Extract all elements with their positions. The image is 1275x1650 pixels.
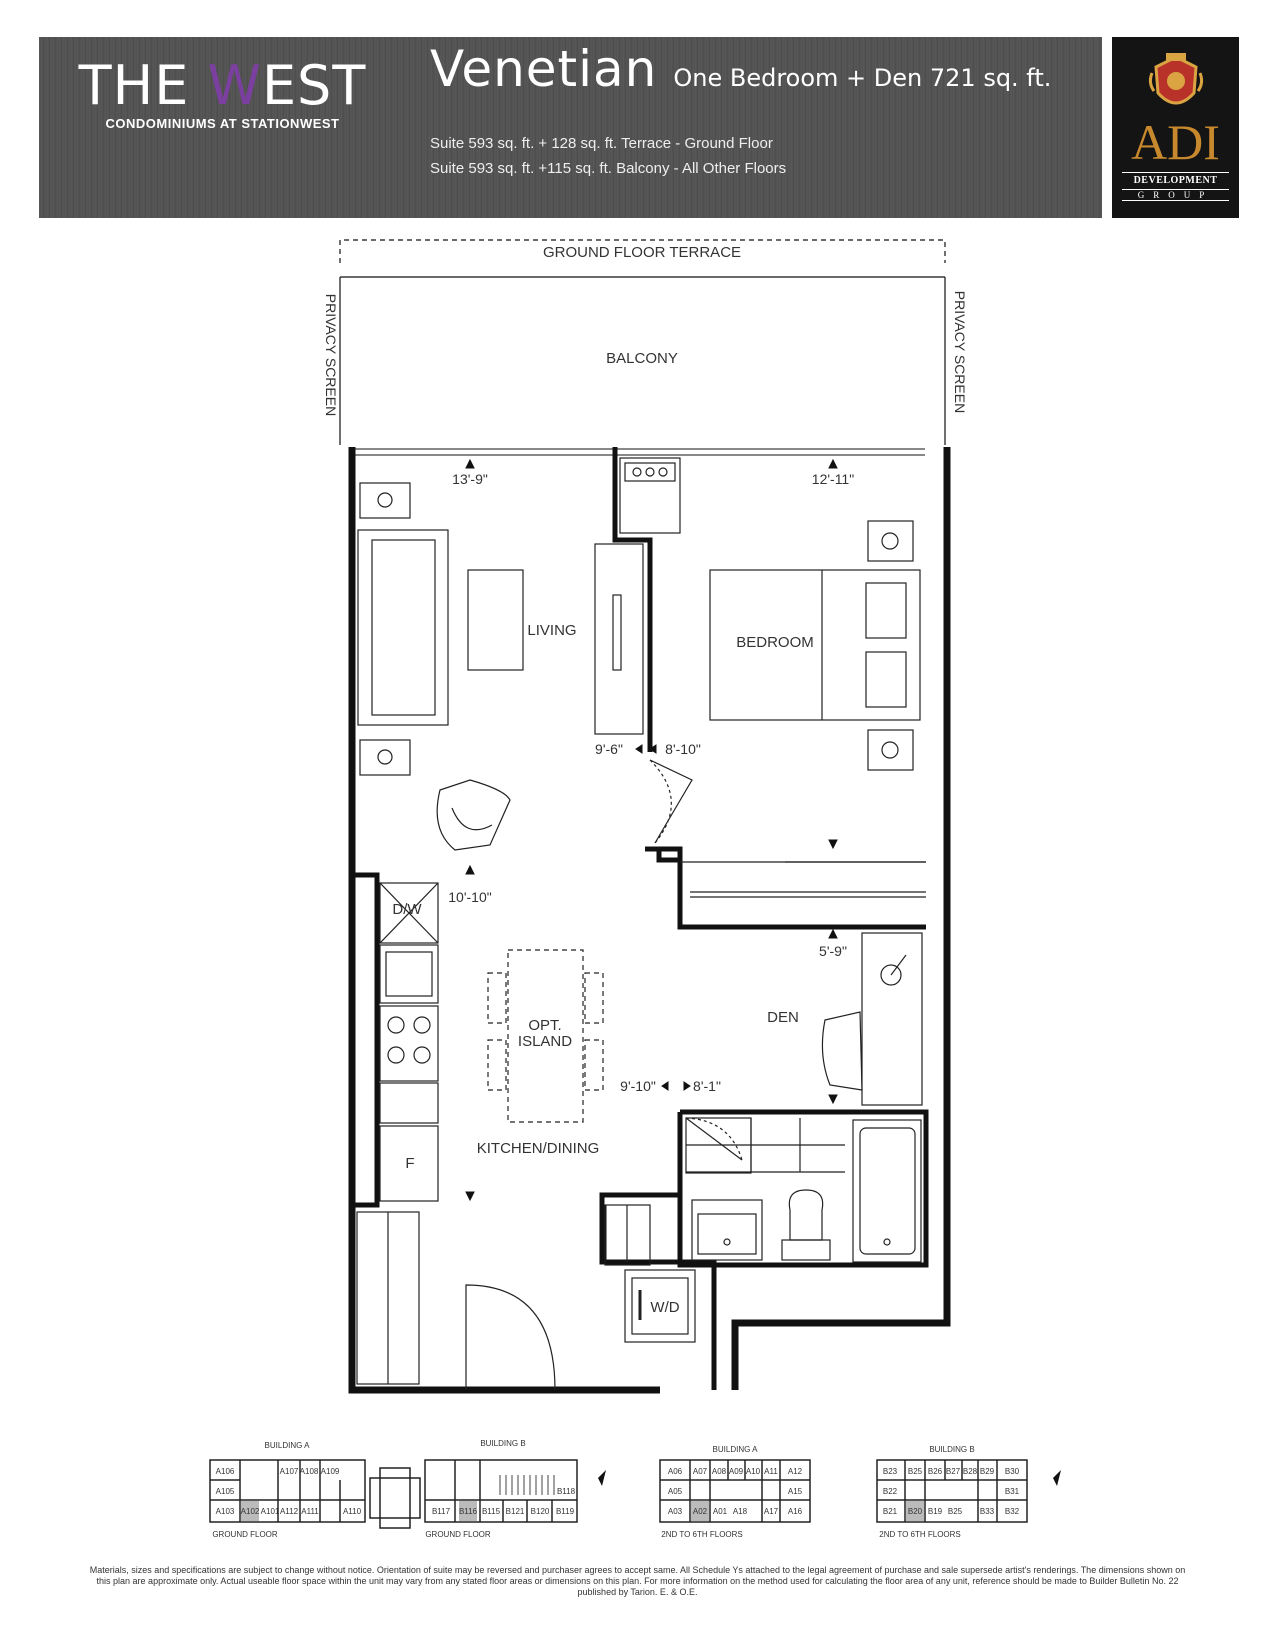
keyplan-3-unit: A16: [787, 1507, 803, 1516]
keyplan-3-building: BUILDING A: [712, 1445, 758, 1454]
kitchen-dining-label: KITCHEN/DINING: [476, 1140, 600, 1157]
keyplan-4-unit: B28: [962, 1467, 978, 1476]
suite-line-other: Suite 593 sq. ft. +115 sq. ft. Balcony - All Other Floors: [430, 160, 787, 177]
den-label: DEN: [767, 1009, 799, 1026]
keyplan-building-b-upper: [877, 1445, 1027, 1539]
keyplan-3-unit: A12: [787, 1467, 803, 1476]
keyplan-3-unit: A07: [692, 1467, 708, 1476]
dim-kitchen-width: 9'-10": [620, 1078, 656, 1094]
keyplan-3-unit: A03: [667, 1507, 683, 1516]
north-arrow-icon: [1053, 1470, 1061, 1486]
suite-line-ground: Suite 593 sq. ft. + 128 sq. ft. Terrace - Ground Floor: [430, 135, 773, 152]
bathtub: [853, 1120, 921, 1262]
developer-logo-name: ADI: [1131, 114, 1220, 170]
keyplan-3-unit: A10: [745, 1467, 761, 1476]
brand-subtitle: CONDOMINIUMS AT STATIONWEST: [105, 116, 340, 131]
keyplan-1-unit: A110: [342, 1507, 362, 1516]
north-arrow-icon: [598, 1470, 606, 1486]
washer-dryer-label: W/D: [650, 1299, 680, 1316]
developer-logo-line2: GROUP: [1122, 189, 1229, 201]
keyplan-3-unit: A18: [732, 1507, 748, 1516]
entry-door: [466, 1285, 555, 1390]
keyplan-4-unit: B27: [945, 1467, 961, 1476]
keyplan-1-unit: A108: [299, 1467, 319, 1476]
keyplan-2-unit: B118: [556, 1487, 576, 1496]
coffee-table: [468, 570, 523, 670]
keyplan-2-floor: GROUND FLOOR: [425, 1530, 491, 1539]
keyplan-2-building: BUILDING B: [480, 1439, 526, 1448]
keyplan-1-unit: A102: [240, 1507, 260, 1516]
developer-logo-line1: DEVELOPMENT: [1122, 172, 1229, 186]
keyplan-1-floor: GROUND FLOOR: [212, 1530, 278, 1539]
keyplan-1-unit: A112: [279, 1507, 299, 1516]
end-table-top: [360, 483, 410, 518]
keyplan-3-unit: A02: [692, 1507, 708, 1516]
dim-living-width: 13'-9": [452, 471, 488, 487]
keyplan-4-unit: B25: [947, 1507, 963, 1516]
dishwasher-label: D/W: [392, 901, 422, 918]
media-unit: [595, 544, 643, 734]
keyplan-1-unit: A103: [215, 1507, 235, 1516]
dim-den-width: 5'-9": [819, 943, 847, 959]
sink: [380, 945, 438, 1003]
dim-kitchen-depth: 10'-10": [448, 889, 492, 905]
keyplan-4-unit: B23: [882, 1467, 898, 1476]
keyplan-3-unit: A01: [712, 1507, 728, 1516]
keyplan-4-unit: B33: [979, 1507, 995, 1516]
keyplan-4-floor: 2ND TO 6TH FLOORS: [879, 1530, 961, 1539]
plan-name: Venetian: [430, 40, 658, 98]
keyplan-4-unit: B30: [1004, 1467, 1020, 1476]
keyplan-1-unit: A109: [320, 1467, 340, 1476]
desk-chair: [822, 1012, 862, 1090]
keyplan-3-unit: A15: [787, 1487, 803, 1496]
keyplan-1-building: BUILDING A: [264, 1441, 310, 1450]
desk: [862, 933, 922, 1105]
keyplan-building-a-ground: [210, 1441, 365, 1539]
toilet: [789, 1190, 822, 1240]
keyplan-1-unit: A105: [215, 1487, 235, 1496]
living-label: LIVING: [527, 622, 577, 639]
plan-type: One Bedroom + Den 721 sq. ft.: [673, 64, 1052, 92]
fridge-label: F: [405, 1155, 415, 1172]
keyplan-building-a-upper: [660, 1445, 810, 1539]
keyplan-3-unit: A08: [711, 1467, 727, 1476]
dim-den-depth: 8'-1": [693, 1078, 721, 1094]
kitchen-counter-wall: [352, 875, 377, 1205]
balcony-label: BALCONY: [606, 350, 678, 367]
keyplan-4-unit: B21: [882, 1507, 898, 1516]
privacy-screen-right-label: PRIVACY SCREEN: [952, 290, 968, 414]
keyplan-4-unit: B20: [907, 1507, 923, 1516]
keyplan-2-unit: B121: [505, 1507, 525, 1516]
wall-closet: [645, 849, 926, 927]
keyplan-4-unit: B31: [1004, 1487, 1020, 1496]
wall-bath-laundry: [602, 1112, 714, 1390]
keyplan-4-unit: B22: [882, 1487, 898, 1496]
brand-name-part-2: EST: [261, 54, 367, 117]
bedroom-label: BEDROOM: [736, 634, 814, 651]
keyplan-4-unit: B19: [927, 1507, 943, 1516]
keyplan-4-building: BUILDING B: [929, 1445, 975, 1454]
keyplan-building-b-ground: [425, 1439, 577, 1539]
keyplan-2-unit: B117: [431, 1507, 451, 1516]
keyplan-4-unit: B29: [979, 1467, 995, 1476]
keyplan-1-unit: A107: [279, 1467, 299, 1476]
dim-living-depth: 9'-6": [595, 741, 623, 757]
keyplan-3-unit: A06: [667, 1467, 683, 1476]
keyplan-3-unit: A09: [728, 1467, 744, 1476]
keyplan-3-floor: 2ND TO 6TH FLOORS: [661, 1530, 743, 1539]
keyplan-4-unit: B32: [1004, 1507, 1020, 1516]
brand-name-part-1: THE: [78, 54, 208, 117]
island-label: ISLAND: [517, 1033, 573, 1050]
keyplan-2-unit: B119: [555, 1507, 575, 1516]
keyplan-3-unit: A05: [667, 1487, 683, 1496]
keyplan-1-unit: A111: [301, 1507, 319, 1516]
keyplan-4-unit: B26: [927, 1467, 943, 1476]
end-table-bottom: [360, 740, 410, 775]
keyplan-1-unit: A106: [215, 1467, 235, 1476]
cooktop: [380, 1006, 438, 1081]
terrace-label: GROUND FLOOR TERRACE: [542, 244, 742, 261]
keyplan-3-unit: A11: [764, 1467, 778, 1476]
keyplan-2-unit: B115: [481, 1507, 501, 1516]
exterior-wall-left: [352, 447, 660, 1390]
brand-name-w: W: [207, 54, 262, 117]
dim-bedroom-width: 12'-11": [811, 471, 855, 487]
armchair: [437, 780, 510, 850]
keyplan-2-unit: B116: [458, 1507, 478, 1516]
dim-bedroom-depth: 8'-10": [665, 741, 701, 757]
disclaimer: Materials, sizes and specifications are subject to change without notice. Orientation of suite may be reversed and purchaser agrees to accept same. All Schedule Ys attached to the legal agreement of purchase and sale supersede artist's renderings. The dimensions shown on this plan are approximate only. Actual useable floor space within the unit may vary from any stated floor areas or dimensions on this plan. For more information on the method used for calculating the floor area of any unit, reference should be made to Builder Bulletin No. 22 published by Tarion. E. & O.E.: [89, 1565, 1186, 1597]
keyplan-1-unit: A101: [260, 1507, 280, 1516]
keyplan-4-unit: B25: [907, 1467, 923, 1476]
privacy-screen-left-label: PRIVACY SCREEN: [323, 293, 339, 417]
keyplan-2-unit: B120: [530, 1507, 550, 1516]
keyplan-3-unit: A17: [763, 1507, 779, 1516]
island-label-opt: OPT.: [528, 1017, 562, 1034]
vanity: [692, 1200, 762, 1260]
